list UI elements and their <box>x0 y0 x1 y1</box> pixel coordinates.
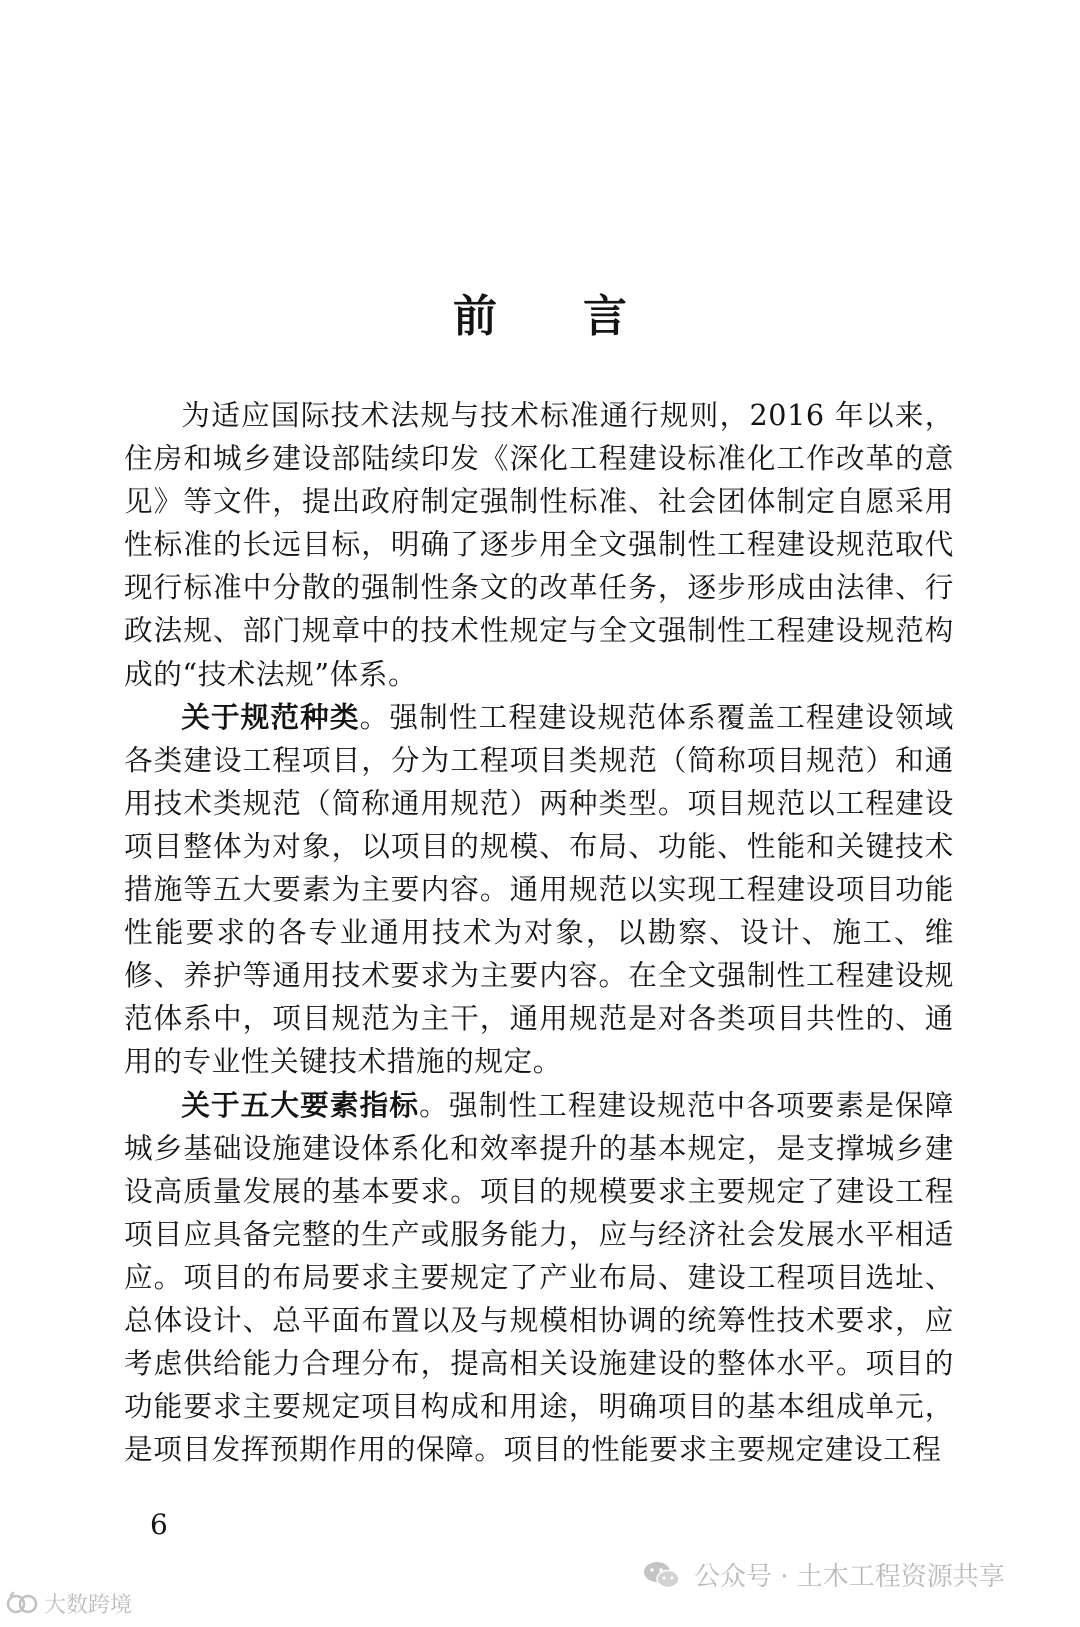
paragraph-five-elements-lead: 关于五大要素指标 <box>181 1087 420 1122</box>
page-title <box>0 280 1080 344</box>
paragraph-spec-types-lead: 关于规范种类 <box>181 699 360 734</box>
brand-logo-icon <box>6 1590 40 1618</box>
paragraph-intro-text: 为适应国际技术法规与技术标准通行规则，2016 年以来，住房和城乡建设部陆续印发《深化工程建设标准化工作改革的意见》等文件，提出政府制定强制性标准、社会团体制定自愿采用性标准的长远目标，明确了逐步用全文强制性工程建设规范取代现行标准中分散的强制性条文的改革任务，逐步形成由法律、行政法规、部门规章中的技术性规定与全文强制性工程建设规范构成的“技术法规”体系。 <box>124 398 954 691</box>
paragraph-five-elements-text: 。强制性工程建设规范中各项要素是保障城乡基础设施建设体系化和效率提升的基本规定，是支撑城乡建设高质量发展的基本要求。项目的规模要求主要规定了建设工程项目应具备完整的生产或服务能力，应与经济社会发展水平相适应。项目的布局要求主要规定了产业布局、建设工程项目选址、总体设计、总平面布置以及与规模相协调的统筹性技术要求，应考虑供给能力合理分布，提高相关设施建设的整体水平。项目的功能要求主要规定项目构成和用途，明确项目的基本组成单元，是项目发挥预期作用的保障。项目的性能要求主要规定建设工程 <box>124 1087 954 1467</box>
wechat-watermark-text: 公众号 · 土木工程资源共享 <box>694 1562 1005 1592</box>
title-char-2: 言 <box>583 291 627 342</box>
brand-watermark-text: 大数跨境 <box>44 1593 133 1618</box>
paragraph-spec-types-text: 。强制性工程建设规范体系覆盖工程建设领域各类建设工程项目，分为工程项目类规范（简称项目规范）和通用技术类规范（简称通用规范）两种类型。项目规范以工程建设项目整体为对象，以项目的规模、布局、功能、性能和关键技术措施等五大要素为主要内容。通用规范以实现工程建设项目功能性能要求的各专业通用技术为对象，以勘察、设计、施工、维修、养护等通用技术要求为主要内容。在全文强制性工程建设规范体系中，项目规范为主干，通用规范是对各类项目共性的、通用的专业性关键技术措施的规定。 <box>124 699 954 1079</box>
wechat-icon <box>642 1560 682 1590</box>
paragraph-intro <box>124 394 954 696</box>
body-text <box>124 394 954 1471</box>
page-number: 6 <box>150 1508 168 1541</box>
paragraph-five-elements <box>124 1084 954 1472</box>
title-char-1: 前 <box>453 291 497 342</box>
brand-watermark <box>6 1588 132 1619</box>
paragraph-spec-types <box>124 696 954 1084</box>
wechat-watermark <box>642 1556 1005 1593</box>
